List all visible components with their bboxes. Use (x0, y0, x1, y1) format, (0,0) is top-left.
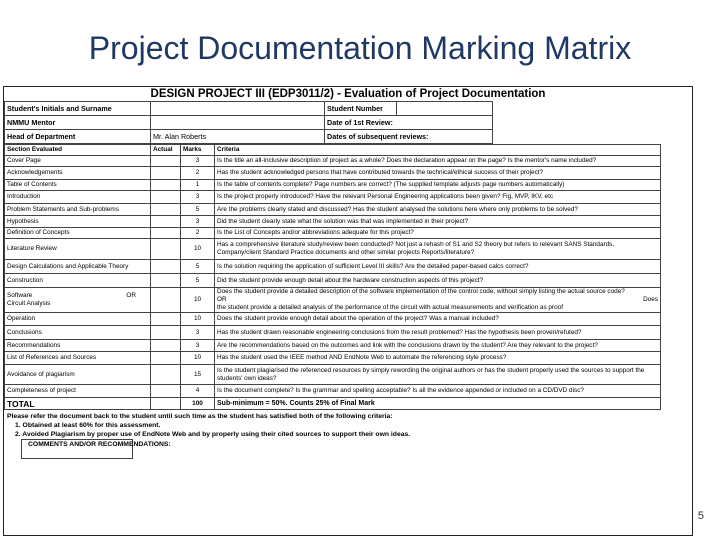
criteria-cell: Does the student provide enough detail about the operation of the project? Was a manual included? (215, 313, 661, 326)
criteria-cell (215, 288, 661, 313)
page-number: 5 (697, 510, 704, 522)
table-row (5, 340, 661, 352)
actual-mark-field[interactable] (151, 274, 181, 288)
section-sub: Circuit Analysis (7, 300, 51, 307)
actual-mark-field[interactable] (151, 326, 181, 340)
criteria-cell: Has a comprehensive literature study/review been conducted? Not just a rehash of S1 and S2 theory but refers to relevant SANS Standards, Company/client Standard Practice documents and other similar projects Reports/literature? (215, 239, 661, 260)
criteria-cell: Is the document complete? Is the grammar and spelling acceptable? Is all the evidence appended or included on a CD/DVD disc? (215, 385, 661, 398)
criteria-cell: Are the recommendations based on the outcomes and link with the conclusions drawn by the student? Are they relevant to the project? (215, 340, 661, 352)
table-row (5, 260, 661, 274)
student-number-field[interactable] (397, 102, 493, 116)
table-row (5, 288, 661, 313)
actual-mark-field[interactable] (151, 204, 181, 216)
table-row (5, 326, 661, 340)
max-mark: 4 (181, 385, 215, 398)
max-mark: 2 (181, 228, 215, 239)
notes-intro: Please refer the document back to the student until such time as the student has satisfied both of the following criteria: (7, 413, 393, 420)
actual-mark-field[interactable] (151, 365, 181, 385)
section-cell: Problem Statements and Sub-problems (5, 204, 151, 216)
section-cell (5, 288, 151, 313)
table-row (5, 216, 661, 228)
actual-mark-field[interactable] (151, 167, 181, 180)
table-row (5, 156, 661, 167)
max-mark: 5 (181, 274, 215, 288)
criteria-cell: Is the table of contents complete? Page numbers are correct? (The supplied template adjusts page numbers automatically) (215, 180, 661, 191)
table-row (5, 385, 661, 398)
max-mark: 3 (181, 156, 215, 167)
section-cell: Table of Contents (5, 180, 151, 191)
section-cell: Construction (5, 274, 151, 288)
actual-mark-field[interactable] (151, 352, 181, 365)
table-row (5, 228, 661, 239)
max-mark: 3 (181, 216, 215, 228)
notes-item-2: 2. Avoided Plagiarism by proper use of EndNote Web and by properly using their cited sources to support their own ideas. (15, 431, 411, 438)
max-mark: 2 (181, 167, 215, 180)
actual-mark-field[interactable] (151, 313, 181, 326)
table-row (5, 313, 661, 326)
max-mark: 15 (181, 365, 215, 385)
criteria-cell: Is the List of Concepts and/or abbreviations adequate for this project? (215, 228, 661, 239)
section-cell: Literature Review (5, 239, 151, 260)
comments-box[interactable]: COMMENTS AND/OR RECOMMENDATIONS: (21, 439, 133, 459)
section-cell: Introduction (5, 191, 151, 204)
student-number-label: Student Number (325, 102, 397, 116)
criteria-right: Does (643, 296, 658, 303)
section-cell: Cover Page (5, 156, 151, 167)
col-actual-header: Actual (151, 145, 181, 156)
max-mark: 10 (181, 288, 215, 313)
max-mark: 5 (181, 204, 215, 216)
actual-mark-field[interactable] (151, 239, 181, 260)
student-info-table (4, 101, 493, 144)
initials-label: Student's Initials and Surname (5, 102, 151, 116)
table-row (5, 239, 661, 260)
total-marks: 100 (181, 398, 215, 410)
total-criteria: Sub-minimum = 50%. Counts 25% of Final Mark (215, 398, 661, 410)
actual-mark-field[interactable] (151, 191, 181, 204)
section-cell: Acknowledgements (5, 167, 151, 180)
section-or: OR (126, 292, 136, 299)
notes-section (4, 410, 692, 459)
notes-item-1: 1. Obtained at least 60% for this assessment. (15, 422, 161, 429)
slide-title: Project Documentation Marking Matrix (88, 30, 632, 66)
hod-value: Mr. Alan Roberts (151, 130, 325, 144)
actual-mark-field[interactable] (151, 156, 181, 167)
total-actual-field[interactable] (151, 398, 181, 410)
section-cell: Avoidance of plagiarism (5, 365, 151, 385)
table-row (5, 191, 661, 204)
section-cell: Conclusions (5, 326, 151, 340)
form-title: DESIGN PROJECT III (EDP3011/2) - Evaluation of Project Documentation (150, 88, 546, 100)
table-row (5, 365, 661, 385)
actual-mark-field[interactable] (151, 340, 181, 352)
criteria-cell: Has the student drawn reasonable engineering conclusions from the result problemed? Has the hypothesis been proven/refuted? (215, 326, 661, 340)
criteria-cell: Did the student clearly state what the solution was that was implemented in their project? (215, 216, 661, 228)
section-cell: Definition of Concepts (5, 228, 151, 239)
section-cell: Design Calculations and Applicable Theory (5, 260, 151, 274)
first-review-field[interactable] (397, 116, 493, 130)
criteria-cell: Did the student provide enough detail about the hardware construction aspects of this project? (215, 274, 661, 288)
max-mark: 1 (181, 180, 215, 191)
marking-form (3, 86, 693, 536)
table-row (5, 274, 661, 288)
max-mark: 10 (181, 239, 215, 260)
table-row (5, 204, 661, 216)
section-cell: Hypothesis (5, 216, 151, 228)
criteria-text: Does the student provide a detailed description of the software implementation of the control code, without simply listing the actual source code? (217, 288, 625, 295)
col-criteria-header: Criteria (215, 145, 661, 156)
max-mark: 3 (181, 340, 215, 352)
initials-field[interactable] (151, 102, 325, 116)
hod-label: Head of Department (5, 130, 151, 144)
mentor-label: NMMU Mentor (5, 116, 151, 130)
criteria-sub: the student provide a detailed analysis of the performance of the circuit with actual measurements and verification as proof (217, 304, 563, 311)
section-cell: Operation (5, 313, 151, 326)
max-mark: 3 (181, 326, 215, 340)
max-mark: 3 (181, 191, 215, 204)
actual-mark-field[interactable] (151, 228, 181, 239)
criteria-cell: Has the student used the IEEE method AND EndNote Web to automate the referencing style process? (215, 352, 661, 365)
criteria-or: OR (217, 296, 227, 303)
table-row (5, 180, 661, 191)
mentor-field[interactable] (151, 116, 325, 130)
section-cell: Completeness of project (5, 385, 151, 398)
criteria-cell: Are the problems clearly stated and discussed? Has the student analysed the solutions here where only problems to be solved? (215, 204, 661, 216)
criteria-cell: Is the project properly introduced? Have the relevant Personal Engineering applications been given? Fig, MVP, IKV, etc (215, 191, 661, 204)
col-marks-header: Marks (181, 145, 215, 156)
total-label: TOTAL (5, 398, 151, 410)
actual-mark-field[interactable] (151, 216, 181, 228)
section-cell: List of References and Sources (5, 352, 151, 365)
criteria-cell: Is the solution requiring the application of sufficient Level III skills? Are the detailed paper-based calcs correct? (215, 260, 661, 274)
actual-mark-field[interactable] (151, 288, 181, 313)
marks-table (4, 144, 661, 410)
actual-mark-field[interactable] (151, 260, 181, 274)
max-mark: 5 (181, 260, 215, 274)
max-mark: 10 (181, 313, 215, 326)
table-row (5, 352, 661, 365)
col-section-header: Section Evaluated (5, 145, 151, 156)
subsequent-reviews-label: Dates of subsequent reviews: (325, 130, 493, 144)
actual-mark-field[interactable] (151, 385, 181, 398)
max-mark: 10 (181, 352, 215, 365)
section-cell: Recommendations (5, 340, 151, 352)
section-name: Software (7, 292, 33, 299)
table-row (5, 167, 661, 180)
criteria-cell: Is the student plagiarised the referenced resources by simply rewording the original authors or has the student properly used the sources to support the students' own ideas? (215, 365, 661, 385)
first-review-label: Date of 1st Review: (325, 116, 397, 130)
actual-mark-field[interactable] (151, 180, 181, 191)
criteria-cell: Is the title an all-inclusive description of project as a whole? Does the declaration appear on the page? Is the mentor's name included? (215, 156, 661, 167)
criteria-cell: Has the student acknowledged persons that have contributed towards the technical/ethical success of their project? (215, 167, 661, 180)
